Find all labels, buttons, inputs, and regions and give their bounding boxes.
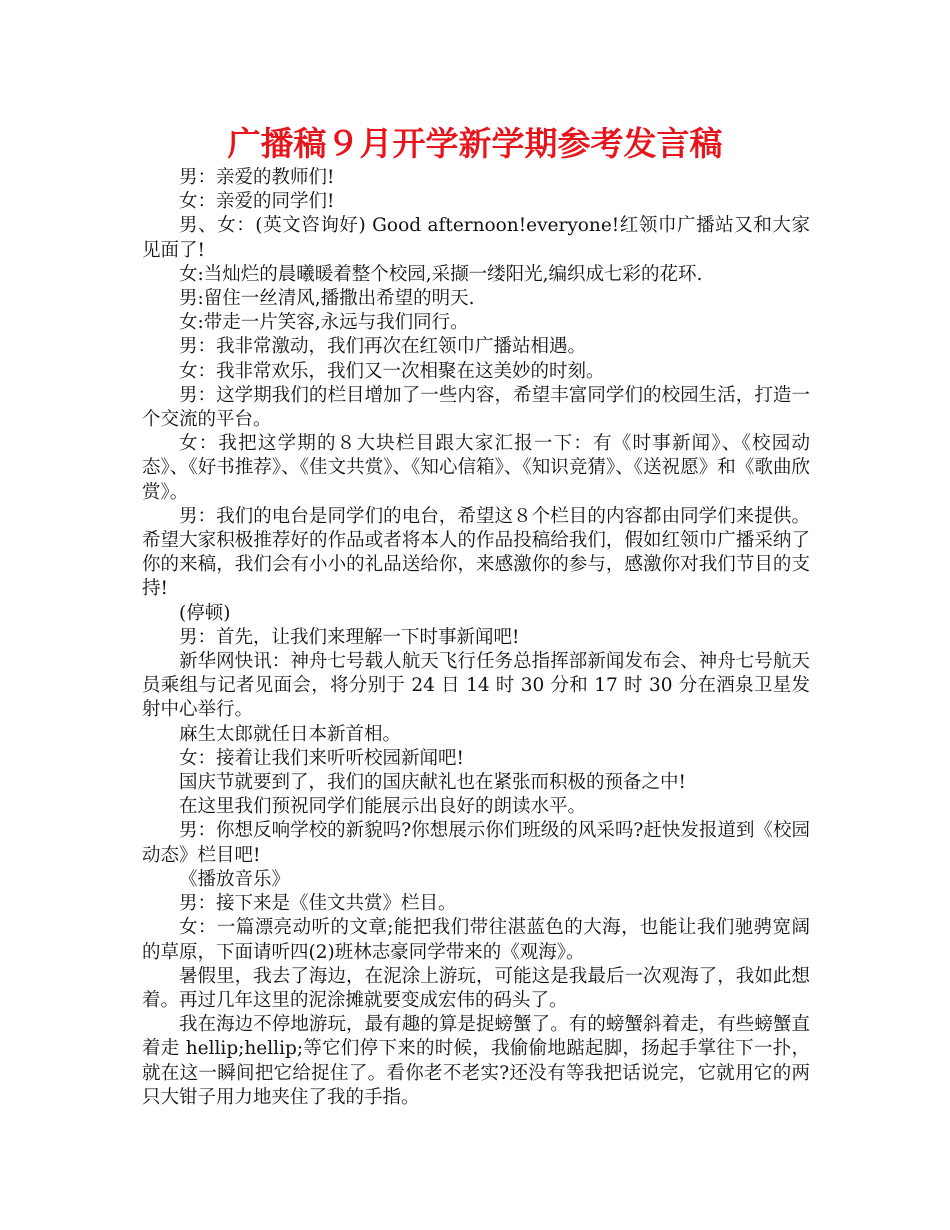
body-paragraph: 男：这学期我们的栏目增加了一些内容，希望丰富同学们的校园生活，打造一个交流的平台。 bbox=[142, 384, 810, 431]
body-paragraph: 女:带走一片笑容,永远与我们同行。 bbox=[179, 312, 469, 334]
body-paragraph: 暑假里，我去了海边，在泥涂上游玩，可能这是我最后一次观海了，我如此想着。再过几年这里的泥涂摊就要变成宏伟的码头了。 bbox=[142, 965, 810, 1011]
body-paragraph: 男：我们的电台是同学们的电台，希望这８个栏目的内容都由同学们来提供。希望大家积极推荐好的作品或者将本人的作品投稿给我们，假如红领巾广播采纳了你的来稿，我们会有小小的礼品送给你，来感激你的参与，感激你对我们节目的支持! bbox=[142, 505, 810, 600]
body-paragraph: 男、女：(英文咨询好) Good afternoon!everyone!红领巾广播站又和大家见面了! bbox=[142, 215, 810, 261]
body-paragraph: 在这里我们预祝同学们能展示出良好的朗读水平。 bbox=[179, 796, 587, 818]
body-paragraph: (停顿) bbox=[179, 602, 231, 624]
body-paragraph: 男：接下来是《佳文共赏》栏目。 bbox=[179, 893, 457, 915]
body-paragraph: 女：一篇漂亮动听的文章;能把我们带往湛蓝色的大海，也能让我们驰骋宽阔的草原，下面请听四(2)班林志豪同学带来的《观海》。 bbox=[142, 917, 810, 963]
body-paragraph: 我在海边不停地游玩，最有趣的算是捉螃蟹了。有的螃蟹斜着走，有些螃蟹直着走 hellip;hellip;等它们停下来的时候，我偷偷地踮起脚，扬起手掌往下一扑，就在这一瞬间把它给捉住了。看你老不老实?还没有等我把话说完，它就用它的两只大钳子用力地夹住了我的手指。 bbox=[142, 1014, 810, 1108]
body-paragraph: 男：你想反响学校的新貌吗?你想展示你们班级的风采吗?赶快发报道到《校园动态》栏目吧! bbox=[142, 820, 810, 866]
body-paragraph: 国庆节就要到了，我们的国庆献礼也在紧张而积极的预备之中! bbox=[179, 772, 686, 794]
document-title: 广播稿９月开学新学期参考发言稿 bbox=[227, 124, 723, 163]
body-paragraph: 男：我非常激动，我们再次在红领巾广播站相遇。 bbox=[179, 336, 587, 358]
body-paragraph: 女：接着让我们来听听校园新闻吧! bbox=[179, 747, 464, 769]
body-paragraph: 女：我非常欢乐，我们又一次相聚在这美妙的时刻。 bbox=[179, 360, 605, 382]
body-paragraph: 新华网快讯：神舟七号载人航天飞行任务总指挥部新闻发布会、神舟七号航天员乘组与记者见面会，将分别于 24 日 14 时 30 分和 17 时 30 分在酒泉卫星发射中心举行。 bbox=[142, 651, 810, 721]
body-paragraph: 《播放音乐》 bbox=[179, 868, 291, 890]
body-paragraph: 女：亲爱的同学们! bbox=[179, 191, 335, 213]
body-paragraph: 男:留住一丝清风,播撒出希望的明天. bbox=[179, 288, 475, 310]
document-body bbox=[142, 166, 810, 1110]
body-paragraph: 男：亲爱的教师们! bbox=[179, 167, 335, 188]
body-paragraph: 男：首先，让我们来理解一下时事新闻吧! bbox=[179, 626, 520, 648]
body-paragraph: 女：我把这学期的８大块栏目跟大家汇报一下：有《时事新闻》、《校园动态》、《好书推荐》、《佳文共赏》、《知心信箱》、《知识竞猜》、《送祝愿》和《歌曲欣赏》。 bbox=[142, 433, 810, 503]
body-paragraph: 女:当灿烂的晨曦暖着整个校园,采撷一缕阳光,编织成七彩的花环. bbox=[179, 263, 703, 285]
body-paragraph: 麻生太郎就任日本新首相。 bbox=[179, 723, 402, 745]
